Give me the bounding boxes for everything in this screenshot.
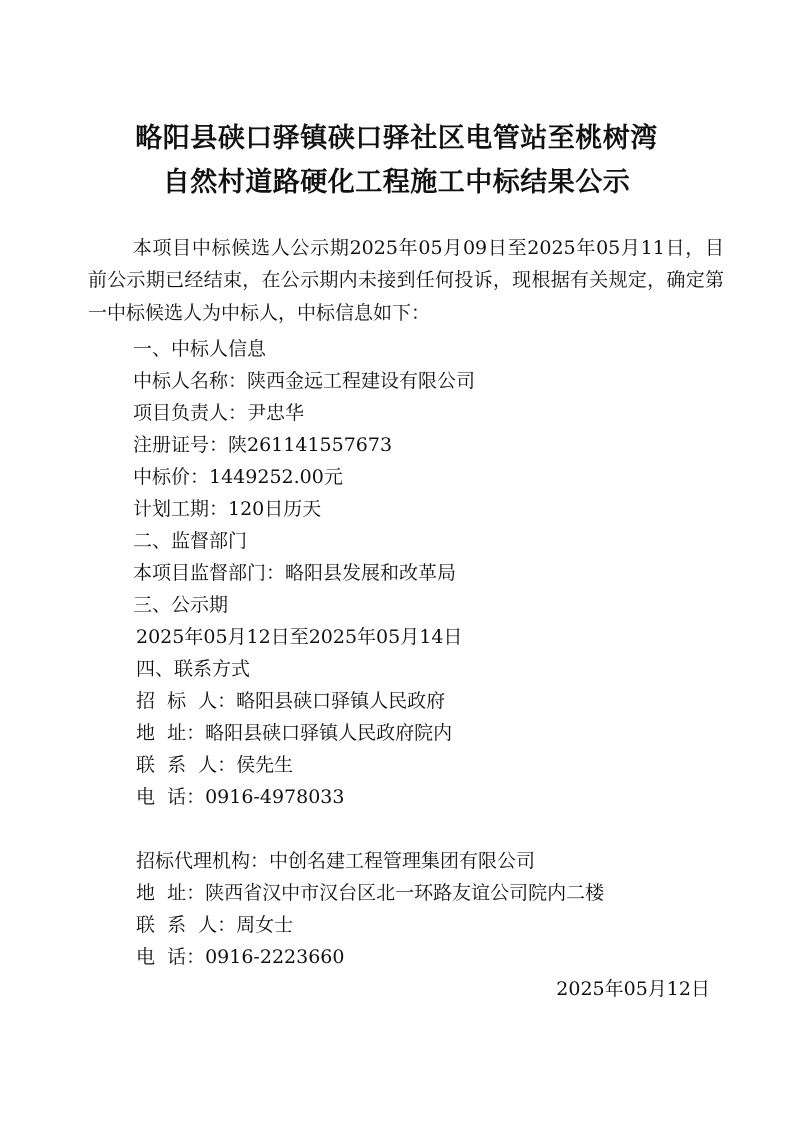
- project-manager: 项目负责人：尹忠华: [133, 402, 305, 424]
- registration-number: 注册证号：陕261141557673: [133, 434, 393, 456]
- tenderer-contact: 联 系 人：侯先生: [136, 754, 294, 776]
- title-line-1: 略阳县硖口驿镇硖口驿社区电管站至桃树湾: [135, 123, 658, 154]
- section-3-heading: 三、公示期: [133, 594, 229, 616]
- document-date: 2025年05月12日: [556, 978, 710, 1000]
- intro-paragraph: [88, 232, 724, 329]
- section-1-heading: 一、中标人信息: [133, 338, 267, 360]
- winner-name: 中标人名称：陕西金远工程建设有限公司: [133, 370, 476, 392]
- section-4-heading: 四、联系方式: [136, 658, 251, 680]
- section-2-heading: 二、监督部门: [133, 530, 248, 552]
- winning-price: 中标价：1449252.00元: [133, 466, 343, 488]
- intro-text: 本项目中标候选人公示期2025年05月09日至2025年05月11日，目前公示期已经结束，在公示期内未接到任何投诉，现根据有关规定，确定第一中标候选人为中标人，中标信息如下：: [88, 237, 724, 324]
- tenderer-address: 地 址：略阳县硖口驿镇人民政府院内: [136, 722, 453, 744]
- tenderer-phone: 电 话：0916-4978033: [136, 786, 345, 808]
- agency-phone: 电 话：0916-2223660: [136, 946, 345, 968]
- agency-address: 地 址：陕西省汉中市汉台区北一环路友谊公司院内二楼: [136, 882, 605, 904]
- publicity-period: 2025年05月12日至2025年05月14日: [136, 626, 463, 648]
- supervision-department: 本项目监督部门：略阳县发展和改革局: [133, 562, 457, 584]
- planned-duration: 计划工期：120日历天: [133, 498, 322, 520]
- agency-contact: 联 系 人：周女士: [136, 914, 294, 936]
- agency-name: 招标代理机构：中创名建工程管理集团有限公司: [136, 850, 536, 872]
- title-line-2: 自然村道路硬化工程施工中标结果公示: [162, 167, 631, 198]
- tenderer: 招 标 人：略阳县硖口驿镇人民政府: [136, 690, 446, 712]
